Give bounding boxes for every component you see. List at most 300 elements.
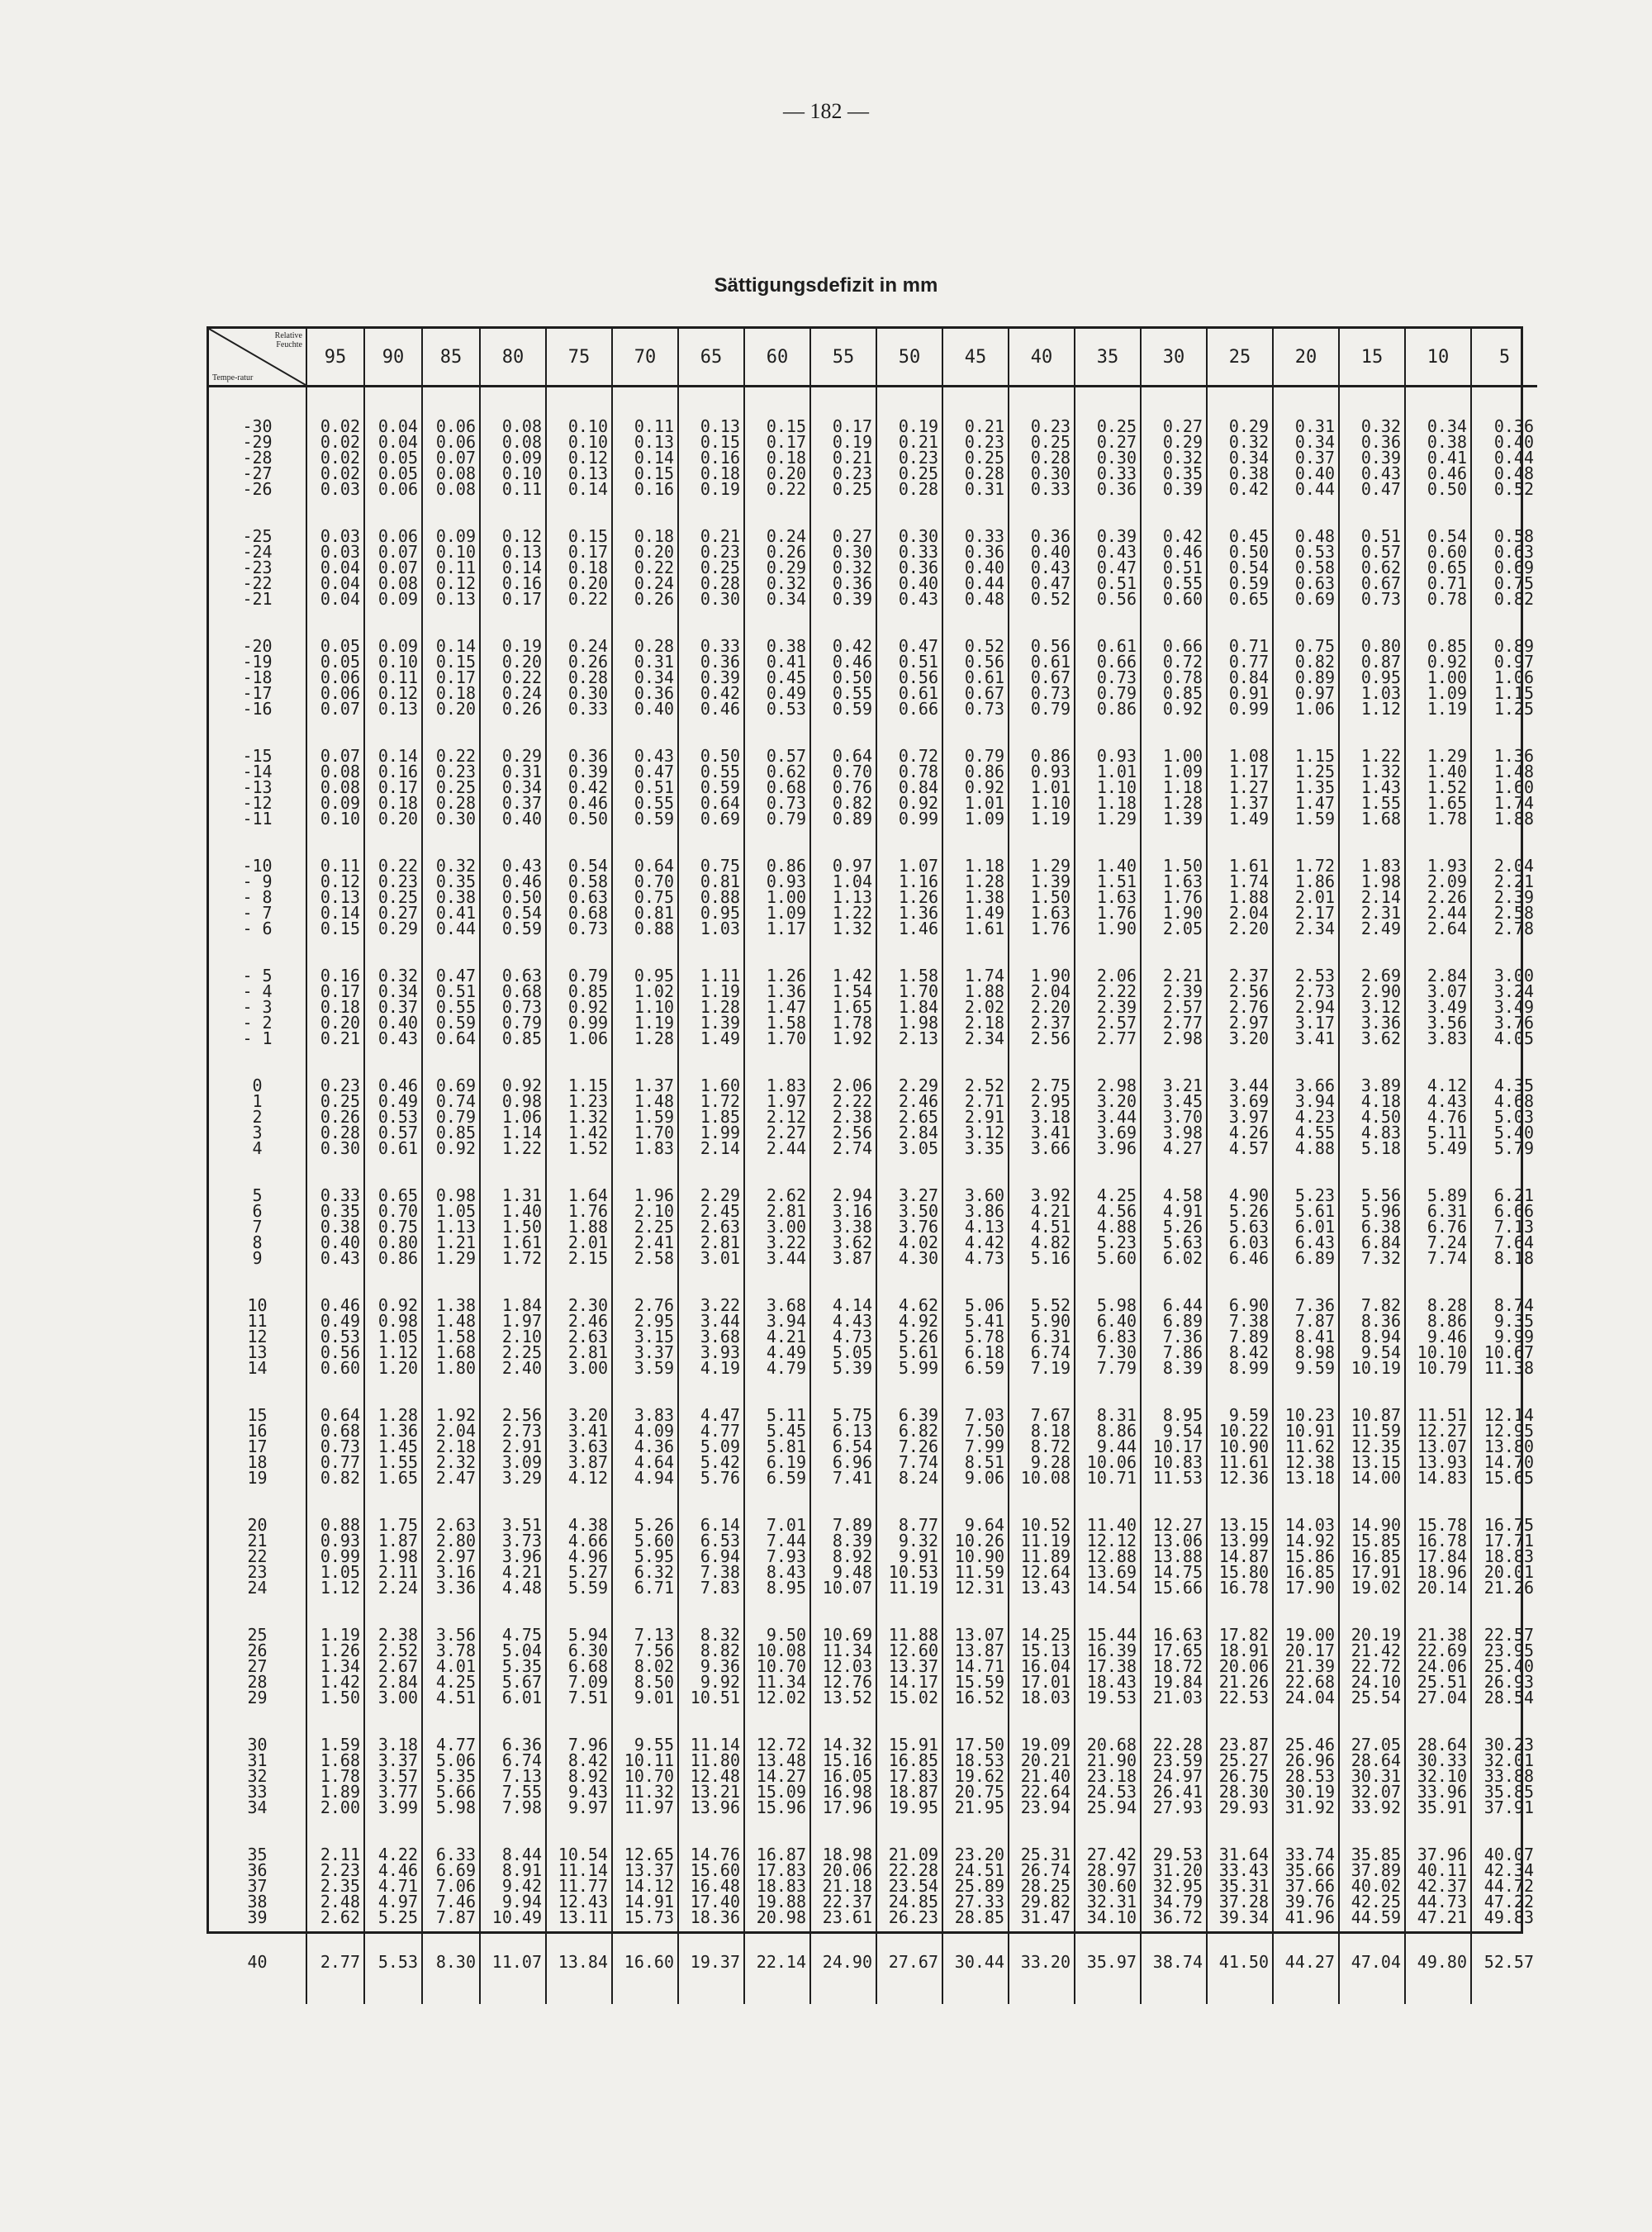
value-cell: 10.69 11.34 12.03 12.76 13.52 <box>810 1603 876 1713</box>
value-cell: 12.72 13.48 14.27 15.09 15.96 <box>744 1713 810 1823</box>
value-cell: 0.08 0.08 0.09 0.10 0.11 <box>480 387 546 506</box>
value-cell: 0.21 0.23 0.25 0.28 0.30 <box>678 505 744 615</box>
value-cell: 1.38 1.48 1.58 1.68 1.80 <box>422 1274 480 1384</box>
value-cell: 2.06 2.22 2.38 2.56 2.74 <box>810 1054 876 1164</box>
value-cell: 9.55 10.11 10.70 11.32 11.97 <box>612 1713 678 1823</box>
value-cell: 2.98 3.20 3.44 3.69 3.96 <box>1075 1054 1141 1164</box>
value-cell: 1.18 1.28 1.38 1.49 1.61 <box>942 834 1009 944</box>
value-cell: 0.56 0.61 0.67 0.73 0.79 <box>1009 615 1075 724</box>
value-cell: 8.30 <box>422 1933 480 2004</box>
value-cell: 1.50 1.63 1.76 1.90 2.05 <box>1141 834 1207 944</box>
value-cell: 2.77 <box>306 1933 364 2004</box>
value-cell: 11.88 12.60 13.37 14.17 15.02 <box>876 1603 942 1713</box>
value-cell: 14.25 15.13 16.04 17.01 18.03 <box>1009 1603 1075 1713</box>
value-cell: 8.74 9.35 9.99 10.67 11.38 <box>1483 1295 1534 1378</box>
table-row-group <box>209 1933 1537 2004</box>
value-cell: 21.38 22.69 24.06 25.51 27.04 <box>1405 1603 1471 1713</box>
table-corner-cell <box>209 329 306 387</box>
value-cell: 8.95 9.54 10.17 10.83 11.53 <box>1141 1384 1207 1494</box>
value-cell: 30.44 <box>942 1933 1009 2004</box>
value-cell: 13.15 13.99 14.87 15.80 16.78 <box>1207 1494 1273 1603</box>
page-title: Sättigungsdefizit in mm <box>714 274 938 297</box>
value-cell: 2.76 2.95 3.15 3.37 3.59 <box>612 1274 678 1384</box>
value-cell: 9.64 10.26 10.90 11.59 12.31 <box>942 1494 1009 1603</box>
value-cell: 0.93 1.01 1.10 1.18 1.29 <box>1075 724 1141 834</box>
temperature-cell: 10 11 12 13 14 <box>209 1274 306 1384</box>
value-cell: 0.72 0.78 0.84 0.92 0.99 <box>876 724 942 834</box>
value-cell: 11.51 12.27 13.07 13.93 14.83 <box>1405 1384 1471 1494</box>
value-cell: 0.46 0.49 0.53 0.57 0.61 <box>364 1054 422 1164</box>
humidity-header-60: 60 <box>744 329 810 387</box>
value-cell: 2.53 2.73 2.94 3.17 3.41 <box>1273 944 1339 1054</box>
humidity-header-45: 45 <box>942 329 1009 387</box>
value-cell: 24.90 <box>810 1933 876 2004</box>
value-cell: 8.44 8.91 9.42 9.94 10.49 <box>480 1823 546 1933</box>
value-cell: 14.03 14.92 15.86 16.85 17.90 <box>1273 1494 1339 1603</box>
temperature-cell: -30 -29 -28 -27 -26 <box>209 387 306 506</box>
value-cell: 0.75 0.82 0.89 0.97 1.06 <box>1273 615 1339 724</box>
value-cell: 2.63 2.80 2.97 3.16 3.36 <box>422 1494 480 1603</box>
value-cell: 19.09 20.21 21.40 22.64 23.94 <box>1009 1713 1075 1823</box>
value-cell: 3.83 4.09 4.36 4.64 4.94 <box>612 1384 678 1494</box>
value-cell: 0.92 0.98 1.05 1.12 1.20 <box>364 1274 422 1384</box>
temperature-cell: -10 - 9 - 8 - 7 - 6 <box>209 834 306 944</box>
humidity-header-35: 35 <box>1075 329 1141 387</box>
value-cell: 0.43 0.47 0.51 0.55 0.59 <box>612 724 678 834</box>
value-cell: 0.15 0.17 0.18 0.20 0.22 <box>546 505 612 615</box>
humidity-header-50: 50 <box>876 329 942 387</box>
table-row-group <box>209 1164 1537 1274</box>
value-cell: 0.18 0.20 0.22 0.24 0.26 <box>612 505 678 615</box>
value-cell: 3.00 3.24 3.49 3.76 4.05 <box>1493 966 1534 1048</box>
value-cell: 4.25 4.56 4.88 5.23 5.60 <box>1075 1164 1141 1274</box>
value-cell: 3.51 3.73 3.96 4.21 4.48 <box>480 1494 546 1603</box>
temperature-cell: 30 31 32 33 34 <box>209 1713 306 1823</box>
value-cell: 0.65 0.70 0.75 0.80 0.86 <box>364 1164 422 1274</box>
value-cell: 0.12 0.13 0.14 0.16 0.17 <box>480 505 546 615</box>
value-cell: 0.28 0.31 0.34 0.36 0.40 <box>612 615 678 724</box>
value-cell: 6.14 6.53 6.94 7.38 7.83 <box>678 1494 744 1603</box>
value-cell: 0.22 0.23 0.25 0.28 0.30 <box>422 724 480 834</box>
value-cell: 2.84 3.07 3.49 3.56 3.83 <box>1405 944 1471 1054</box>
value-cell: 0.05 0.05 0.06 0.06 0.07 <box>306 615 364 724</box>
table-row-group <box>209 1384 1537 1494</box>
value-cell: 17.50 18.53 19.62 20.75 21.95 <box>942 1713 1009 1823</box>
value-cell: 3.20 3.41 3.63 3.87 4.12 <box>546 1384 612 1494</box>
temperature-cell: 35 36 37 38 39 <box>209 1823 306 1933</box>
value-cell: 0.11 0.12 0.13 0.14 0.15 <box>306 834 364 944</box>
value-cell: 3.60 3.86 4.13 4.42 4.73 <box>942 1164 1009 1274</box>
value-cell: 15.44 16.39 17.38 18.43 19.53 <box>1075 1603 1141 1713</box>
value-cell: 1.29 1.40 1.52 1.65 1.78 <box>1405 724 1471 834</box>
value-cell: 0.36 0.40 0.43 0.47 0.52 <box>1009 505 1075 615</box>
value-cell: 0.24 0.26 0.28 0.30 0.33 <box>546 615 612 724</box>
value-cell: 0.98 1.05 1.13 1.21 1.29 <box>422 1164 480 1274</box>
value-cell: 1.40 1.51 1.63 1.76 1.90 <box>1075 834 1141 944</box>
value-cell: 3.92 4.21 4.51 4.82 5.16 <box>1009 1164 1075 1274</box>
value-cell: 22.28 23.59 24.97 26.41 27.93 <box>1141 1713 1207 1823</box>
value-cell: 1.37 1.48 1.59 1.70 1.83 <box>612 1054 678 1164</box>
temperature-cell: 25 26 27 28 29 <box>209 1603 306 1713</box>
value-cell: 0.29 0.32 0.34 0.38 0.42 <box>1207 387 1273 506</box>
value-cell: 16.63 17.65 18.72 19.84 21.03 <box>1141 1603 1207 1713</box>
temperature-cell: - 5 - 4 - 3 - 2 - 1 <box>209 944 306 1054</box>
value-cell: 19.00 20.17 21.39 22.68 24.04 <box>1273 1603 1339 1713</box>
table-row-group <box>209 1054 1537 1164</box>
value-cell: 2.37 2.56 2.76 2.97 3.20 <box>1207 944 1273 1054</box>
value-cell: 4.47 4.77 5.09 5.42 5.76 <box>678 1384 744 1494</box>
value-cell: 0.11 0.13 0.14 0.15 0.16 <box>612 387 678 506</box>
value-cell: 41.50 <box>1207 1933 1273 2004</box>
value-cell: 5.06 5.41 5.78 6.18 6.59 <box>942 1274 1009 1384</box>
value-cell: 11.07 <box>480 1933 546 2004</box>
value-cell: 3.66 3.94 4.23 4.55 4.88 <box>1273 1054 1339 1164</box>
corner-label-humidity: Relative Feuchte <box>274 331 302 349</box>
value-cell: 0.79 0.86 0.92 1.01 1.09 <box>942 724 1009 834</box>
value-cell: 4.35 4.68 5.03 5.40 5.79 <box>1493 1076 1534 1158</box>
value-cell: 25.31 26.74 28.25 29.82 31.47 <box>1009 1823 1075 1933</box>
value-cell: 0.30 0.33 0.36 0.40 0.43 <box>876 505 942 615</box>
value-cell: 1.83 1.98 2.14 2.31 2.49 <box>1339 834 1405 944</box>
value-cell: 22.57 23.95 25.40 26.93 28.54 <box>1483 1625 1534 1707</box>
value-cell: 0.54 0.58 0.63 0.68 0.73 <box>546 834 612 944</box>
value-cell: 8.31 8.86 9.44 10.06 10.71 <box>1075 1384 1141 1494</box>
value-cell: 0.48 0.53 0.58 0.63 0.69 <box>1273 505 1339 615</box>
value-cell: 0.15 0.17 0.18 0.20 0.22 <box>744 387 810 506</box>
value-cell: 0.14 0.15 0.17 0.18 0.20 <box>422 615 480 724</box>
value-cell: 1.36 1.48 1.60 1.74 1.88 <box>1493 746 1534 829</box>
value-cell: 16.60 <box>612 1933 678 2004</box>
humidity-header-30: 30 <box>1141 329 1207 387</box>
value-cell: 5.53 <box>364 1933 422 2004</box>
value-cell: 2.29 2.45 2.63 2.81 3.01 <box>678 1164 744 1274</box>
value-cell: 3.21 3.45 3.70 3.98 4.27 <box>1141 1054 1207 1164</box>
value-cell: 0.85 0.92 1.00 1.09 1.19 <box>1405 615 1471 724</box>
table-row-group <box>209 1713 1537 1823</box>
value-cell: 7.89 8.39 8.92 9.48 10.07 <box>810 1494 876 1603</box>
value-cell: 6.21 6.66 7.13 7.64 8.18 <box>1493 1185 1534 1268</box>
value-cell: 1.31 1.40 1.50 1.61 1.72 <box>480 1164 546 1274</box>
value-cell: 47.04 <box>1339 1933 1405 2004</box>
value-cell: 27.05 28.64 30.31 32.07 33.92 <box>1339 1713 1405 1823</box>
value-cell: 2.30 2.46 2.63 2.81 3.00 <box>546 1274 612 1384</box>
value-cell: 7.03 7.50 7.99 8.51 9.06 <box>942 1384 1009 1494</box>
value-cell: 8.32 8.82 9.36 9.92 10.51 <box>678 1603 744 1713</box>
value-cell: 0.54 0.60 0.65 0.71 0.78 <box>1405 505 1471 615</box>
value-cell: 5.56 5.96 6.38 6.84 7.32 <box>1339 1164 1405 1274</box>
value-cell: 9.59 10.22 10.90 11.61 12.36 <box>1207 1384 1273 1494</box>
value-cell: 1.07 1.16 1.26 1.36 1.46 <box>876 834 942 944</box>
value-cell: 0.64 0.70 0.76 0.82 0.89 <box>810 724 876 834</box>
value-cell: 5.23 5.61 6.01 6.43 6.89 <box>1273 1164 1339 1274</box>
value-cell: 4.77 5.06 5.35 5.66 5.98 <box>422 1713 480 1823</box>
humidity-header-40: 40 <box>1009 329 1075 387</box>
temperature-cell: -25 -24 -23 -22 -21 <box>209 505 306 615</box>
value-cell: 0.43 0.46 0.50 0.54 0.59 <box>480 834 546 944</box>
value-cell: 0.13 0.15 0.16 0.18 0.19 <box>678 387 744 506</box>
table-row-group <box>209 1603 1537 1713</box>
value-cell: 33.20 <box>1009 1933 1075 2004</box>
value-cell: 33.74 35.66 37.66 39.76 41.96 <box>1273 1823 1339 1933</box>
value-cell: 0.86 0.93 1.01 1.10 1.19 <box>1009 724 1075 834</box>
table-row-group <box>209 1494 1537 1603</box>
value-cell: 6.39 6.82 7.26 7.74 8.24 <box>876 1384 942 1494</box>
value-cell: 2.69 2.90 3.12 3.36 3.62 <box>1339 944 1405 1054</box>
value-cell: 15.91 16.85 17.83 18.87 19.95 <box>876 1713 942 1823</box>
value-cell: 0.32 0.36 0.39 0.43 0.47 <box>1339 387 1405 506</box>
value-cell: 31.64 33.43 35.31 37.28 39.34 <box>1207 1823 1273 1933</box>
value-cell: 1.59 1.68 1.78 1.89 2.00 <box>306 1713 364 1823</box>
value-cell: 0.97 1.04 1.13 1.22 1.32 <box>810 834 876 944</box>
value-cell: 1.19 1.26 1.34 1.42 1.50 <box>306 1603 364 1713</box>
value-cell: 4.22 4.46 4.71 4.97 5.25 <box>364 1823 422 1933</box>
table-row-group <box>209 944 1537 1054</box>
value-cell: 5.98 6.40 6.83 7.30 7.79 <box>1075 1274 1141 1384</box>
value-cell: 1.60 1.72 1.85 1.99 2.14 <box>678 1054 744 1164</box>
value-cell: 0.32 0.34 0.37 0.40 0.43 <box>364 944 422 1054</box>
value-cell: 0.27 0.29 0.32 0.35 0.39 <box>1141 387 1207 506</box>
value-cell: 0.79 0.85 0.92 0.99 1.06 <box>546 944 612 1054</box>
value-cell: 0.58 0.63 0.69 0.75 0.82 <box>1493 526 1534 609</box>
humidity-header-20: 20 <box>1273 329 1339 387</box>
value-cell: 0.02 0.02 0.02 0.02 0.03 <box>306 387 364 506</box>
value-cell: 20.19 21.42 22.72 24.10 25.54 <box>1339 1603 1405 1713</box>
value-cell: 1.58 1.70 1.84 1.98 2.13 <box>876 944 942 1054</box>
value-cell: 0.57 0.62 0.68 0.73 0.79 <box>744 724 810 834</box>
humidity-header-90: 90 <box>364 329 422 387</box>
value-cell: 3.44 3.69 3.97 4.26 4.57 <box>1207 1054 1273 1164</box>
value-cell: 12.65 13.37 14.12 14.91 15.73 <box>612 1823 678 1933</box>
value-cell: 1.90 2.04 2.20 2.37 2.56 <box>1009 944 1075 1054</box>
value-cell: 2.11 2.23 2.35 2.48 2.62 <box>306 1823 364 1933</box>
humidity-header-80: 80 <box>480 329 546 387</box>
value-cell: 1.15 1.25 1.35 1.47 1.59 <box>1273 724 1339 834</box>
value-cell: 0.09 0.10 0.11 0.12 0.13 <box>422 505 480 615</box>
value-cell: 7.13 7.56 8.02 8.50 9.01 <box>612 1603 678 1713</box>
value-cell: 1.75 1.87 1.98 2.11 2.24 <box>364 1494 422 1603</box>
value-cell: 0.19 0.20 0.22 0.24 0.26 <box>480 615 546 724</box>
value-cell: 0.46 0.49 0.53 0.56 0.60 <box>306 1274 364 1384</box>
value-cell: 4.62 4.92 5.26 5.61 5.99 <box>876 1274 942 1384</box>
value-cell: 5.89 6.31 6.76 7.24 7.74 <box>1405 1164 1471 1274</box>
value-cell: 0.63 0.68 0.73 0.79 0.85 <box>480 944 546 1054</box>
table-row-group <box>209 1823 1537 1933</box>
value-cell: 1.74 1.88 2.02 2.18 2.34 <box>942 944 1009 1054</box>
table-row-group <box>209 834 1537 944</box>
value-cell: 1.15 1.23 1.32 1.42 1.52 <box>546 1054 612 1164</box>
value-cell: 0.23 0.25 0.26 0.28 0.30 <box>306 1054 364 1164</box>
value-cell: 0.86 0.93 1.00 1.09 1.17 <box>744 834 810 944</box>
humidity-header-75: 75 <box>546 329 612 387</box>
value-cell: 7.36 7.87 8.41 8.98 9.59 <box>1273 1274 1339 1384</box>
value-cell: 0.92 0.98 1.06 1.14 1.22 <box>480 1054 546 1164</box>
value-cell: 0.36 0.40 0.44 0.48 0.52 <box>1493 416 1534 499</box>
value-cell: 0.38 0.41 0.45 0.49 0.53 <box>744 615 810 724</box>
value-cell: 3.68 3.94 4.21 4.49 4.79 <box>744 1274 810 1384</box>
humidity-header-65: 65 <box>678 329 744 387</box>
value-cell: 6.44 6.89 7.36 7.86 8.39 <box>1141 1274 1207 1384</box>
value-cell: 7.01 7.44 7.93 8.43 8.95 <box>744 1494 810 1603</box>
value-cell: 13.07 13.87 14.71 15.59 16.52 <box>942 1603 1009 1713</box>
value-cell: 14.32 15.16 16.05 16.98 17.96 <box>810 1713 876 1823</box>
value-cell: 0.03 0.03 0.04 0.04 0.04 <box>306 505 364 615</box>
value-cell: 5.75 6.13 6.54 6.96 7.41 <box>810 1384 876 1494</box>
humidity-header-85: 85 <box>422 329 480 387</box>
value-cell: 2.56 2.73 2.91 3.09 3.29 <box>480 1384 546 1494</box>
page-number: — 182 — <box>783 99 869 123</box>
value-cell: 0.71 0.77 0.84 0.91 0.99 <box>1207 615 1273 724</box>
value-cell: 35.97 <box>1075 1933 1141 2004</box>
value-cell: 0.42 0.46 0.51 0.55 0.60 <box>1141 505 1207 615</box>
value-cell: 11.14 11.80 12.48 13.21 13.96 <box>678 1713 744 1823</box>
value-cell: 0.33 0.36 0.39 0.42 0.46 <box>678 615 744 724</box>
temperature-cell: -15 -14 -13 -12 -11 <box>209 724 306 834</box>
value-cell: 1.92 2.04 2.18 2.32 2.47 <box>422 1384 480 1494</box>
value-cell: 0.31 0.34 0.37 0.40 0.44 <box>1273 387 1339 506</box>
value-cell: 0.14 0.16 0.17 0.18 0.20 <box>364 724 422 834</box>
saturation-deficit-table <box>206 326 1534 1972</box>
table-row-group <box>209 505 1537 615</box>
value-cell: 1.64 1.76 1.88 2.01 2.15 <box>546 1164 612 1274</box>
humidity-header-15: 15 <box>1339 329 1405 387</box>
value-cell: 0.64 0.68 0.73 0.77 0.82 <box>306 1384 364 1494</box>
temperature-cell: 20 21 22 23 24 <box>209 1494 306 1603</box>
value-cell: 3.18 3.37 3.57 3.77 3.99 <box>364 1713 422 1823</box>
value-cell: 0.32 0.35 0.38 0.41 0.44 <box>422 834 480 944</box>
value-cell: 3.22 3.44 3.68 3.93 4.19 <box>678 1274 744 1384</box>
value-cell: 10.54 11.14 11.77 12.43 13.11 <box>546 1823 612 1933</box>
humidity-header-5: 5 <box>1471 329 1537 387</box>
value-cell: 0.04 0.04 0.05 0.05 0.06 <box>364 387 422 506</box>
value-cell: 1.08 1.17 1.27 1.37 1.49 <box>1207 724 1273 834</box>
value-cell: 0.06 0.07 0.07 0.08 0.09 <box>364 505 422 615</box>
value-cell: 1.29 1.39 1.50 1.63 1.76 <box>1009 834 1075 944</box>
value-cell: 0.22 0.23 0.25 0.27 0.29 <box>364 834 422 944</box>
humidity-header-95: 95 <box>306 329 364 387</box>
value-cell: 6.33 6.69 7.06 7.46 7.87 <box>422 1823 480 1933</box>
table-row-group <box>209 387 1537 506</box>
value-cell: 1.61 1.74 1.88 2.04 2.20 <box>1207 834 1273 944</box>
value-cell: 5.94 6.30 6.68 7.09 7.51 <box>546 1603 612 1713</box>
value-cell: 1.11 1.19 1.28 1.39 1.49 <box>678 944 744 1054</box>
value-cell: 14.90 15.85 16.85 17.91 19.02 <box>1339 1494 1405 1603</box>
table-row-group <box>209 724 1537 834</box>
value-cell: 27.42 28.97 30.60 32.31 34.10 <box>1075 1823 1141 1933</box>
value-cell: 10.23 10.91 11.62 12.38 13.18 <box>1273 1384 1339 1494</box>
value-cell: 37.96 40.11 42.37 44.73 47.21 <box>1405 1823 1471 1933</box>
value-cell: 4.38 4.66 4.96 5.27 5.59 <box>546 1494 612 1603</box>
value-cell: 2.62 2.81 3.00 3.22 3.44 <box>744 1164 810 1274</box>
value-cell: 16.75 17.71 18.83 20.01 21.26 <box>1483 1515 1534 1598</box>
value-cell: 23.87 25.27 26.75 28.30 29.93 <box>1207 1713 1273 1823</box>
value-cell: 17.82 18.91 20.06 21.26 22.53 <box>1207 1603 1273 1713</box>
value-cell: 3.56 3.78 4.01 4.25 4.51 <box>422 1603 480 1713</box>
value-cell: 0.36 0.39 0.42 0.46 0.50 <box>546 724 612 834</box>
value-cell: 3.89 4.18 4.50 4.83 5.18 <box>1339 1054 1405 1164</box>
value-cell: 0.42 0.46 0.50 0.55 0.59 <box>810 615 876 724</box>
value-cell: 1.83 1.97 2.12 2.27 2.44 <box>744 1054 810 1164</box>
value-cell: 2.94 3.16 3.38 3.62 3.87 <box>810 1164 876 1274</box>
value-cell: 10.52 11.19 11.89 12.64 13.43 <box>1009 1494 1075 1603</box>
value-cell: 0.07 0.08 0.08 0.09 0.10 <box>306 724 364 834</box>
value-cell: 21.09 22.28 23.54 24.85 26.23 <box>876 1823 942 1933</box>
temperature-cell: 40 <box>209 1933 306 2004</box>
value-cell: 20.68 21.90 23.18 24.53 25.94 <box>1075 1713 1141 1823</box>
value-cell: 30.23 32.01 33.88 35.85 37.91 <box>1483 1735 1534 1817</box>
value-cell: 19.37 <box>678 1933 744 2004</box>
temperature-cell: 0 1 2 3 4 <box>209 1054 306 1164</box>
value-cell: 4.14 4.43 4.73 5.05 5.39 <box>810 1274 876 1384</box>
value-cell: 4.90 5.26 5.63 6.03 6.46 <box>1207 1164 1273 1274</box>
value-cell: 2.75 2.95 3.18 3.41 3.66 <box>1009 1054 1075 1164</box>
value-cell: 0.34 0.38 0.41 0.46 0.50 <box>1405 387 1471 506</box>
value-cell: 1.93 2.09 2.26 2.44 2.64 <box>1405 834 1471 944</box>
value-cell: 0.47 0.51 0.55 0.59 0.64 <box>422 944 480 1054</box>
corner-label-temperature: Tempe-ratur <box>212 373 254 382</box>
temperature-cell: -20 -19 -18 -17 -16 <box>209 615 306 724</box>
value-cell: 7.67 8.18 8.72 9.28 10.08 <box>1009 1384 1075 1494</box>
value-cell: 0.66 0.72 0.78 0.85 0.92 <box>1141 615 1207 724</box>
value-cell: 0.50 0.55 0.59 0.64 0.69 <box>678 724 744 834</box>
value-cell: 0.89 0.97 1.06 1.15 1.25 <box>1493 636 1534 719</box>
temperature-cell: 15 16 17 18 19 <box>209 1384 306 1494</box>
value-cell: 1.96 2.10 2.25 2.41 2.58 <box>612 1164 678 1274</box>
value-cell: 0.88 0.93 0.99 1.05 1.12 <box>306 1494 364 1603</box>
value-cell: 49.80 <box>1405 1933 1471 2004</box>
value-cell: 2.04 2.21 2.39 2.58 2.78 <box>1493 856 1534 938</box>
value-cell: 11.40 12.12 12.88 13.69 14.54 <box>1075 1494 1141 1603</box>
value-cell: 0.24 0.26 0.29 0.32 0.34 <box>744 505 810 615</box>
value-cell: 16.87 17.83 18.83 19.88 20.98 <box>744 1823 810 1933</box>
value-cell: 1.72 1.86 2.01 2.17 2.34 <box>1273 834 1339 944</box>
value-cell: 2.38 2.52 2.67 2.84 3.00 <box>364 1603 422 1713</box>
value-cell: 0.33 0.35 0.38 0.40 0.43 <box>306 1164 364 1274</box>
value-cell: 1.26 1.36 1.47 1.58 1.70 <box>744 944 810 1054</box>
humidity-header-70: 70 <box>612 329 678 387</box>
value-cell: 5.11 5.45 5.81 6.19 6.59 <box>744 1384 810 1494</box>
value-cell: 52.57 <box>1483 1952 1534 1972</box>
table-row-group <box>209 615 1537 724</box>
value-cell: 0.19 0.21 0.23 0.25 0.28 <box>876 387 942 506</box>
value-cell: 0.69 0.74 0.79 0.85 0.92 <box>422 1054 480 1164</box>
value-cell: 2.06 2.22 2.39 2.57 2.77 <box>1075 944 1141 1054</box>
value-cell: 44.27 <box>1273 1933 1339 2004</box>
value-cell: 22.14 <box>744 1933 810 2004</box>
value-cell: 0.47 0.51 0.56 0.61 0.66 <box>876 615 942 724</box>
value-cell: 0.75 0.81 0.88 0.95 1.03 <box>678 834 744 944</box>
humidity-header-25: 25 <box>1207 329 1273 387</box>
value-cell: 0.45 0.50 0.54 0.59 0.65 <box>1207 505 1273 615</box>
value-cell: 14.76 15.60 16.48 17.40 18.36 <box>678 1823 744 1933</box>
value-cell: 0.21 0.23 0.25 0.28 0.31 <box>942 387 1009 506</box>
value-cell: 6.36 6.74 7.13 7.55 7.98 <box>480 1713 546 1823</box>
value-cell: 0.51 0.57 0.62 0.67 0.73 <box>1339 505 1405 615</box>
value-cell: 1.84 1.97 2.10 2.25 2.40 <box>480 1274 546 1384</box>
value-cell: 10.87 11.59 12.35 13.15 14.00 <box>1339 1384 1405 1494</box>
value-cell: 0.39 0.43 0.47 0.51 0.56 <box>1075 505 1141 615</box>
value-cell: 5.52 5.90 6.31 6.74 7.19 <box>1009 1274 1075 1384</box>
value-cell: 7.82 8.36 8.94 9.54 10.19 <box>1339 1274 1405 1384</box>
value-cell: 27.67 <box>876 1933 942 2004</box>
value-cell: 3.27 3.50 3.76 4.02 4.30 <box>876 1164 942 1274</box>
value-cell: 0.23 0.25 0.28 0.30 0.33 <box>1009 387 1075 506</box>
value-cell: 1.28 1.36 1.45 1.55 1.65 <box>364 1384 422 1494</box>
value-cell: 12.27 13.06 13.88 14.75 15.66 <box>1141 1494 1207 1603</box>
value-cell: 0.61 0.66 0.73 0.79 0.86 <box>1075 615 1141 724</box>
value-cell: 4.75 5.04 5.35 5.67 6.01 <box>480 1603 546 1713</box>
value-cell: 2.52 2.71 2.91 3.12 3.35 <box>942 1054 1009 1164</box>
value-cell: 2.21 2.39 2.57 2.77 2.98 <box>1141 944 1207 1054</box>
